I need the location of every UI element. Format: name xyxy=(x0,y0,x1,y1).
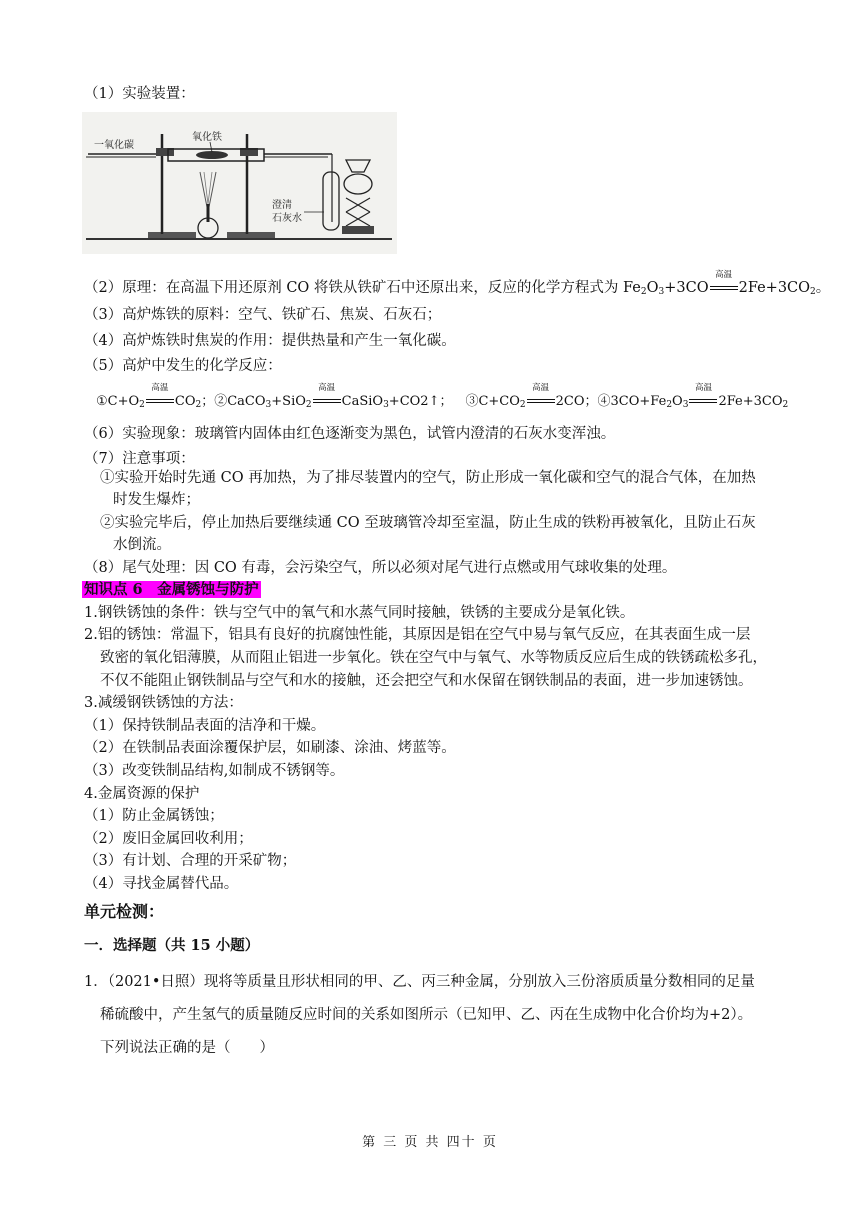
exhaust-line: （8）尾气处理：因 CO 有毒，会污染空气，所以必须对尾气进行点燃或用气球收集的处理。 xyxy=(84,560,677,576)
apparatus-heading: （1）实验装置： xyxy=(84,86,195,102)
coke-role-line: （4）高炉炼铁时焦炭的作用：提供热量和产生一氧化碳。 xyxy=(84,333,456,349)
unit-test-heading: 单元检测： xyxy=(84,902,165,921)
phenomenon-line: （6）实验现象：玻璃管内固体由红色逐渐变为黑色，试管内澄清的石灰水变浑浊。 xyxy=(84,426,616,442)
label-limewater-2: 石灰水 xyxy=(272,213,302,224)
notes-heading: （7）注意事项： xyxy=(84,451,195,467)
slow-rust-heading: 3.减缓钢铁锈蚀的方法： xyxy=(84,695,243,711)
high-temp-arrow: 高温 xyxy=(710,280,738,294)
principle-line: （2）原理：在高温下用还原剂 CO 将铁从铁矿石中还原出来，反应的化学方程式为 $Fe_2O_3+3CO$ 高温 $2Fe+3CO_2$。 xyxy=(84,270,831,297)
reactions-equations: $①C+O_2$ 高温 $CO_2$；②CaCO$_3$+SiO$_2$ 高温 CaSiO$_3$+CO2↑； $③C+CO_2$ 高温 2CO；$④3CO+Fe_2O_3$ 高温 $2Fe+3CO_2$ xyxy=(96,383,789,410)
note-1-line-1: ①实验开始时先通 CO 再加热，为了排尽装置内的空气，防止形成一氧化碳和空气的混合气体，在加热 xyxy=(100,470,756,486)
question-1-line-3: 下列说法正确的是（ ） xyxy=(100,1040,274,1056)
aluminum-line-2: 致密的氧化铝薄膜，从而阻止铝进一步氧化。铁在空气中与氧气、水等物质反应后生成的铁锈疏松多孔， xyxy=(100,650,767,666)
page-footer: 第 三 页 共 四十 页 xyxy=(362,1135,498,1150)
experiment-apparatus-figure xyxy=(82,112,397,254)
section-heading: 一．选择题（共 15 小题） xyxy=(84,937,260,954)
raw-materials-line: （3）高炉炼铁的原料：空气、铁矿石、焦炭、石灰石； xyxy=(84,307,442,323)
note-2-line-2: 水倒流。 xyxy=(113,537,171,553)
slow-rust-item-1: （1）保持铁制品表面的洁净和干燥。 xyxy=(84,718,326,734)
label-co: 一氧化碳 xyxy=(94,140,134,151)
aluminum-line-1: 2.铝的锈蚀：常温下，铝具有良好的抗腐蚀性能，其原因是铝在空气中易与氧气反应，在其表面生成一层 xyxy=(84,627,751,643)
resource-item-2: （2）废旧金属回收利用； xyxy=(84,831,253,847)
question-1-line-2: 稀硫酸中，产生氢气的质量随反应时间的关系如图所示（已知甲、乙、丙在生成物中化合价均为+2）。 xyxy=(100,1007,753,1023)
aluminum-line-3: 不仅不能阻止钢铁制品与空气和水的接触，还会把空气和水保留在钢铁制品的表面，进一步加速锈蚀。 xyxy=(100,673,753,689)
knowledge-point-6-heading: 知识点 6 金属锈蚀与防护 xyxy=(84,581,259,598)
resource-item-4: （4）寻找金属替代品。 xyxy=(84,876,239,892)
resource-protection-heading: 4.金属资源的保护 xyxy=(84,786,200,802)
note-2-line-1: ②实验完毕后，停止加热后要继续通 CO 至玻璃管冷却至室温，防止生成的铁粉再被氧化，且防止石灰 xyxy=(100,515,756,531)
resource-item-3: （3）有计划、合理的开采矿物； xyxy=(84,853,297,869)
reactions-heading: （5）高炉中发生的化学反应： xyxy=(84,358,282,374)
slow-rust-item-2: （2）在铁制品表面涂覆保护层，如刷漆、涂油、烤蓝等。 xyxy=(84,740,456,756)
rust-condition-line: 1.钢铁锈蚀的条件：铁与空气中的氧气和水蒸气同时接触，铁锈的主要成分是氧化铁。 xyxy=(84,605,635,621)
label-limewater-1: 澄清 xyxy=(272,200,292,211)
note-1-line-2: 时发生爆炸； xyxy=(113,492,200,508)
label-iron-oxide: 氧化铁 xyxy=(192,132,222,143)
resource-item-1: （1）防止金属锈蚀； xyxy=(84,808,224,824)
question-1-line-1: 1．（2021•日照）现将等质量且形状相同的甲、乙、丙三种金属，分别放入三份溶质质量分数相同的足量 xyxy=(84,974,755,990)
slow-rust-item-3: （3）改变铁制品结构,如制成不锈钢等。 xyxy=(84,763,345,779)
